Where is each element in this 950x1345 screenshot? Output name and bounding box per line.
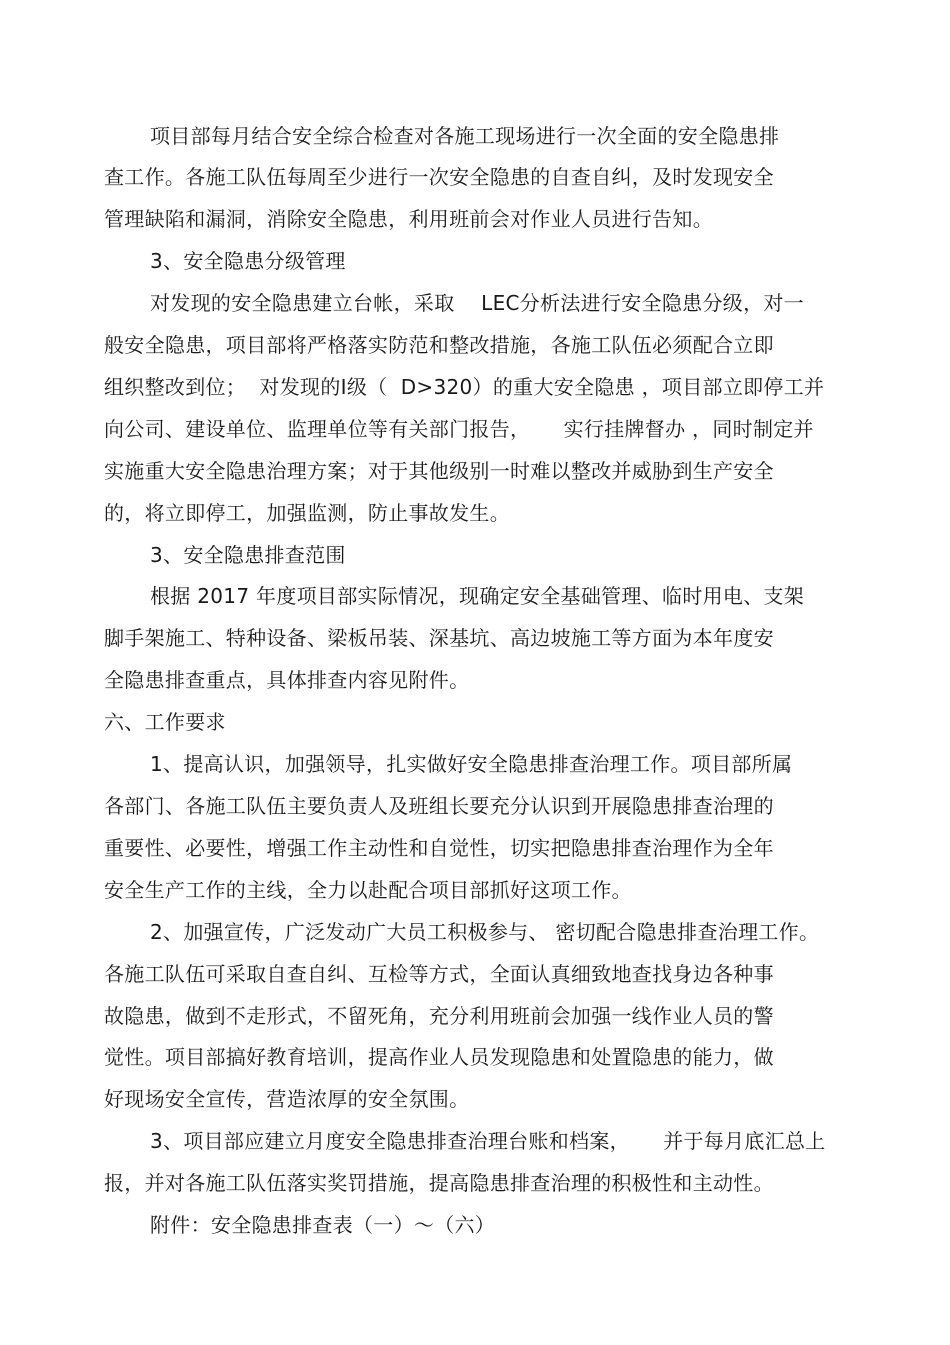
section-heading: 六、工作要求 xyxy=(104,710,226,734)
text-line: 1、提高认识，加强领导，扎实做好安全隐患排查治理工作。项目部所属 xyxy=(150,752,793,776)
section-heading: 3、安全隐患分级管理 xyxy=(150,249,346,273)
text-line: 对发现的安全隐患建立台帐，采取 LEC分析法进行安全隐患分级，对一 xyxy=(150,291,804,315)
text-line: 查工作。各施工队伍每周至少进行一次安全隐患的自查自纠，及时发现安全 xyxy=(104,165,774,189)
section-heading: 3、安全隐患排查范围 xyxy=(150,543,346,567)
text-line: 项目部每月结合安全综合检查对各施工现场进行一次全面的安全隐患排 xyxy=(150,124,780,148)
text-line: 全隐患排查重点，具体排查内容见附件。 xyxy=(104,668,470,692)
text-line: 组织整改到位； 对发现的Ⅰ级（ D>320）的重大安全隐患 ，项目部立即停工并 xyxy=(104,375,825,399)
text-line: 脚手架施工、特种设备、梁板吊装、深基坑、高边坡施工等方面为本年度安 xyxy=(104,626,774,650)
text-line: 般安全隐患，项目部将严格落实防范和整改措施，各施工队伍必须配合立即 xyxy=(104,333,774,357)
text-line: 好现场安全宣传，营造浓厚的安全氛围。 xyxy=(104,1087,470,1111)
text-line: 管理缺陷和漏洞，消除安全隐患，利用班前会对作业人员进行告知。 xyxy=(104,207,713,231)
text-line: 各部门、各施工队伍主要负责人及班组长要充分认识到开展隐患排查治理的 xyxy=(104,794,774,818)
text-line: 2、加强宣传，广泛发动广大员工积极参与、 密切配合隐患排查治理工作。 xyxy=(150,920,820,944)
text-line: 实施重大安全隐患治理方案；对于其他级别一时难以整改并威胁到生产安全 xyxy=(104,459,774,483)
text-line: 觉性。项目部搞好教育培训，提高作业人员发现隐患和处置隐患的能力，做 xyxy=(104,1045,774,1069)
text-line: 根据 2017 年度项目部实际情况，现确定安全基础管理、临时用电、支架 xyxy=(150,584,805,608)
text-line: 故隐患，做到不走形式，不留死角，充分利用班前会加强一线作业人员的警 xyxy=(104,1004,774,1028)
text-line: 安全生产工作的主线，全力以赴配合项目部抓好这项工作。 xyxy=(104,878,632,902)
attachment-note: 附件：安全隐患排查表（一）～（六） xyxy=(150,1213,496,1237)
text-line: 报，并对各施工队伍落实奖罚措施，提高隐患排查治理的积极性和主动性。 xyxy=(104,1171,774,1195)
text-line: 的，将立即停工，加强监测，防止事故发生。 xyxy=(104,501,510,525)
text-line: 3、项目部应建立月度安全隐患排查治理台账和档案， 并于每月底汇总上 xyxy=(150,1129,826,1153)
text-line: 重要性、必要性，增强工作主动性和自觉性，切实把隐患排查治理作为全年 xyxy=(104,836,774,860)
text-line: 向公司、建设单位、监理单位等有关部门报告， 实行挂牌督办 ，同时制定并 xyxy=(104,417,814,441)
text-line: 各施工队伍可采取自查自纠、互检等方式，全面认真细致地查找身边各种事 xyxy=(104,962,774,986)
